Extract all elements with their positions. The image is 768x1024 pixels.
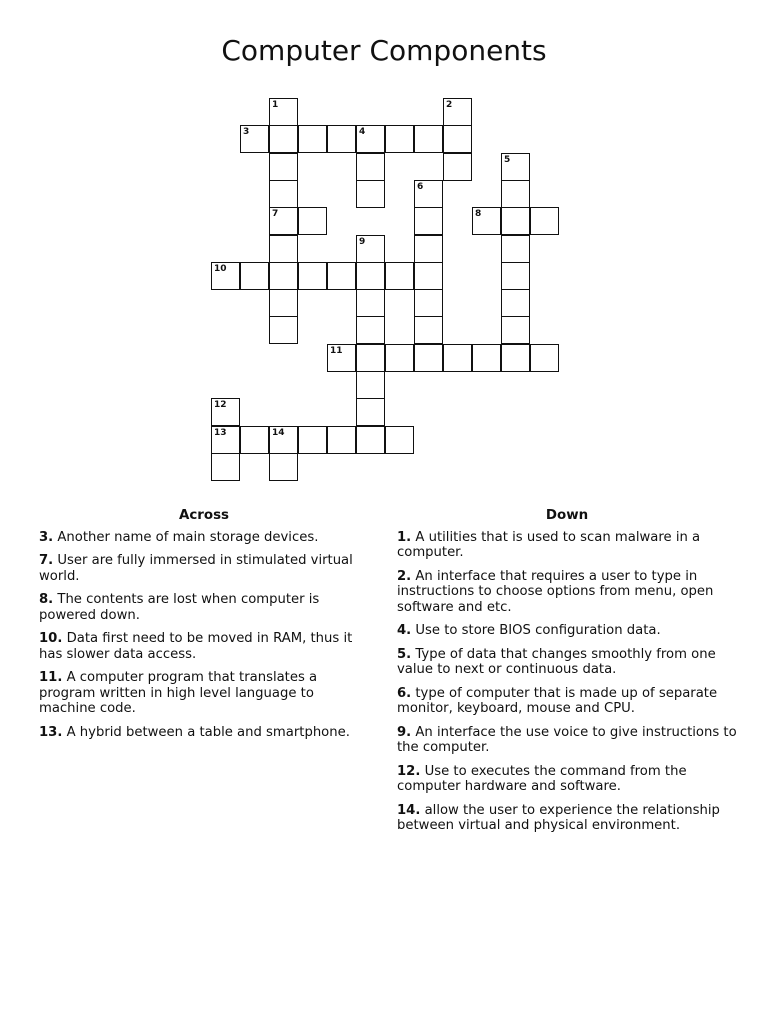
grid-cell[interactable] (501, 289, 530, 317)
grid-cell[interactable] (443, 125, 472, 153)
clue-across-7: 7. User are fully immersed in stimulated virtual world. (39, 553, 353, 584)
grid-cell[interactable] (385, 262, 414, 290)
clue-number: 7 (272, 209, 279, 219)
grid-cell[interactable] (356, 344, 385, 372)
grid-cell[interactable] (501, 153, 530, 181)
clue-number: 5 (504, 155, 511, 165)
grid-cell[interactable] (385, 125, 414, 153)
grid-cell[interactable] (211, 426, 240, 454)
grid-cell[interactable] (240, 426, 269, 454)
clue-number: 13 (214, 428, 227, 438)
clue-down-12: 12. Use to executes the command from the computer hardware and software. (397, 763, 687, 794)
grid-cell[interactable] (356, 180, 385, 208)
grid-cell[interactable] (356, 235, 385, 263)
grid-cell[interactable] (356, 262, 385, 290)
grid-cell[interactable] (530, 344, 559, 372)
grid-cell[interactable] (211, 398, 240, 426)
clue-number: 8 (475, 209, 482, 219)
grid-cell[interactable] (501, 344, 530, 372)
grid-cell[interactable] (501, 180, 530, 208)
grid-cell[interactable] (240, 125, 269, 153)
clue-number: 10 (214, 264, 227, 274)
grid-cell[interactable] (414, 344, 443, 372)
grid-cell[interactable] (269, 289, 298, 317)
clue-number: 9 (359, 237, 366, 247)
clue-number: 12 (214, 400, 227, 410)
grid-cell[interactable] (269, 262, 298, 290)
clue-number: 1 (272, 100, 279, 110)
grid-cell[interactable] (356, 125, 385, 153)
grid-cell[interactable] (211, 453, 240, 481)
grid-cell[interactable] (501, 262, 530, 290)
puzzle-title: Computer Components (221, 34, 547, 67)
clue-number: 11 (330, 346, 343, 356)
clue-across-3: 3. Another name of main storage devices. (39, 529, 319, 545)
grid-cell[interactable] (356, 153, 385, 181)
crossword-grid (0, 0, 768, 500)
clue-across-11: 11. A computer program that translates a program written in high level language to machine code. (39, 670, 318, 716)
clue-across-10: 10. Data first need to be moved in RAM, thus it has slower data access. (39, 631, 353, 662)
grid-cell[interactable] (269, 316, 298, 344)
grid-cell[interactable] (269, 235, 298, 263)
grid-cell[interactable] (356, 398, 385, 426)
grid-cell[interactable] (298, 207, 327, 235)
grid-cell[interactable] (414, 180, 443, 208)
grid-cell[interactable] (501, 316, 530, 344)
grid-cell[interactable] (414, 316, 443, 344)
grid-cell[interactable] (327, 344, 356, 372)
down-heading: Down (545, 508, 589, 523)
clue-across-13: 13. A hybrid between a table and smartphone. (39, 724, 350, 740)
grid-cell[interactable] (356, 426, 385, 454)
grid-cell[interactable] (414, 262, 443, 290)
grid-cell[interactable] (327, 262, 356, 290)
grid-cell[interactable] (269, 153, 298, 181)
grid-cell[interactable] (414, 125, 443, 153)
down-clues (397, 508, 737, 842)
grid-cell[interactable] (472, 207, 501, 235)
grid-cell[interactable] (356, 316, 385, 344)
clue-down-2: 2. An interface that requires a user to type in instructions to choose options from menu, open software and etc. (397, 568, 714, 615)
clue-number: 4 (359, 127, 366, 137)
grid-cell[interactable] (211, 262, 240, 290)
grid-cell[interactable] (269, 207, 298, 235)
grid-cell[interactable] (414, 207, 443, 235)
grid-cell[interactable] (298, 262, 327, 290)
grid-cell[interactable] (501, 235, 530, 263)
grid-cell[interactable] (269, 180, 298, 208)
clue-number: 3 (243, 127, 250, 137)
grid-cell[interactable] (385, 344, 414, 372)
clue-down-6: 6. type of computer that is made up of separate monitor, keyboard, mouse and CPU. (397, 685, 718, 716)
clue-down-1: 1. A utilities that is used to scan malware in a computer. (397, 529, 701, 560)
grid-cell[interactable] (443, 98, 472, 126)
grid-cell[interactable] (356, 289, 385, 317)
grid-cell[interactable] (385, 426, 414, 454)
grid-cell[interactable] (298, 426, 327, 454)
grid-cell[interactable] (269, 426, 298, 454)
grid-cell[interactable] (501, 207, 530, 235)
clue-down-14: 14. allow the user to experience the relationship between virtual and physical environment. (397, 802, 720, 833)
across-heading: Across (178, 508, 230, 523)
grid-cell[interactable] (414, 235, 443, 263)
clue-down-4: 4. Use to store BIOS configuration data. (397, 623, 661, 638)
grid-cell[interactable] (356, 371, 385, 399)
grid-cell[interactable] (472, 344, 501, 372)
clue-down-5: 5. Type of data that changes smoothly from one value to next or continuous data. (397, 646, 716, 677)
grid-cell[interactable] (269, 453, 298, 481)
clue-number: 2 (446, 100, 453, 110)
grid-cell[interactable] (530, 207, 559, 235)
grid-cell[interactable] (269, 125, 298, 153)
grid-cell[interactable] (269, 98, 298, 126)
grid-cell[interactable] (327, 125, 356, 153)
grid-cell[interactable] (443, 344, 472, 372)
across-clues (39, 508, 369, 748)
grid-cell[interactable] (298, 125, 327, 153)
grid-cell[interactable] (443, 153, 472, 181)
grid-cell[interactable] (327, 426, 356, 454)
grid-cell[interactable] (414, 289, 443, 317)
clue-down-9: 9. An interface the use voice to give instructions to the computer. (397, 724, 737, 755)
clue-number: 14 (272, 428, 285, 438)
clue-across-8: 8. The contents are lost when computer is powered down. (39, 592, 320, 623)
clue-number: 6 (417, 182, 424, 192)
grid-cell[interactable] (240, 262, 269, 290)
